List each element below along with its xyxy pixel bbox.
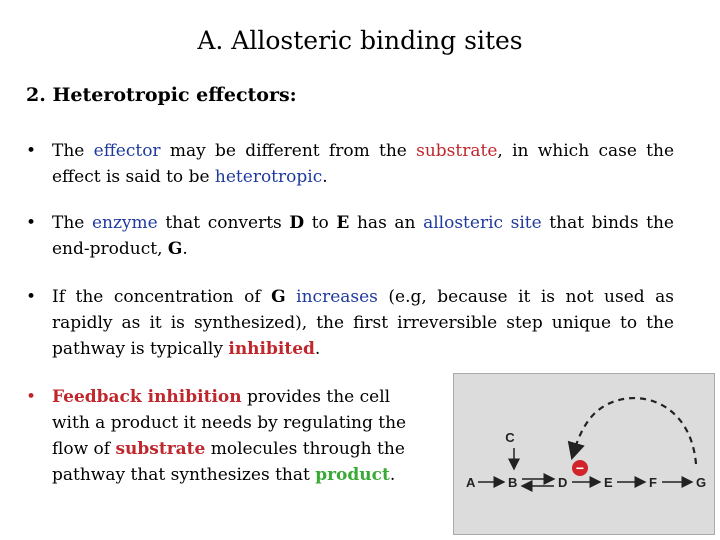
- bullet-text: Feedback inhibition provides the cell with a product it needs by regulating the flow of substrate molecules through the pathway that synthesizes that product.: [52, 387, 407, 485]
- term-substrate: substrate: [416, 141, 498, 161]
- feedback-pathway-diagram: [453, 373, 715, 535]
- node-b-label: B: [508, 475, 518, 490]
- term-effector: effector: [93, 141, 161, 161]
- term-feedback-inhibition: Feedback inhibition: [52, 387, 242, 407]
- node-a-label: A: [466, 475, 476, 490]
- term-enzyme: enzyme: [91, 213, 158, 233]
- term-heterotropic: heterotropic: [214, 167, 323, 187]
- bullet-enzyme: [26, 210, 674, 262]
- node-e-label: E: [604, 475, 613, 490]
- bullet-feedback: [26, 384, 426, 488]
- node-c-label: C: [505, 430, 515, 445]
- page-title: A. Allosteric binding sites: [197, 26, 523, 55]
- term-allosteric-site: allosteric site: [423, 213, 542, 233]
- term-inhibited: inhibited: [228, 339, 315, 359]
- bullet-concentration: [26, 284, 674, 362]
- bullet-heterotropic: [26, 138, 674, 190]
- bullet-dot: •: [26, 141, 37, 161]
- term-increases: increases: [296, 287, 378, 307]
- node-g-label: G: [696, 475, 707, 490]
- inhibition-symbol: −: [575, 460, 585, 476]
- bullet-dot: •: [26, 387, 37, 407]
- term-substrate: substrate: [115, 439, 206, 459]
- pathway-svg: [454, 374, 714, 534]
- section-subtitle: 2. Heterotropic effectors:: [26, 84, 297, 106]
- bullet-text: The effector may be different from the substrate, in which case the effect is said to be heterotropic.: [52, 141, 675, 187]
- node-f-label: F: [649, 475, 657, 490]
- feedback-arc: [572, 398, 696, 464]
- bullet-dot: •: [26, 287, 37, 307]
- bullet-dot: •: [26, 213, 37, 233]
- term-product: product: [315, 465, 390, 485]
- bullet-text: If the concentration of G increases (e.g, because it is not used as rapidly as it is synthesized), the first irreversible step unique to the pathway is typically inhibited.: [52, 287, 674, 359]
- bullet-text: The enzyme that converts D to E has an allosteric site that binds the end-product, G.: [52, 213, 674, 259]
- node-d-label: D: [558, 475, 568, 490]
